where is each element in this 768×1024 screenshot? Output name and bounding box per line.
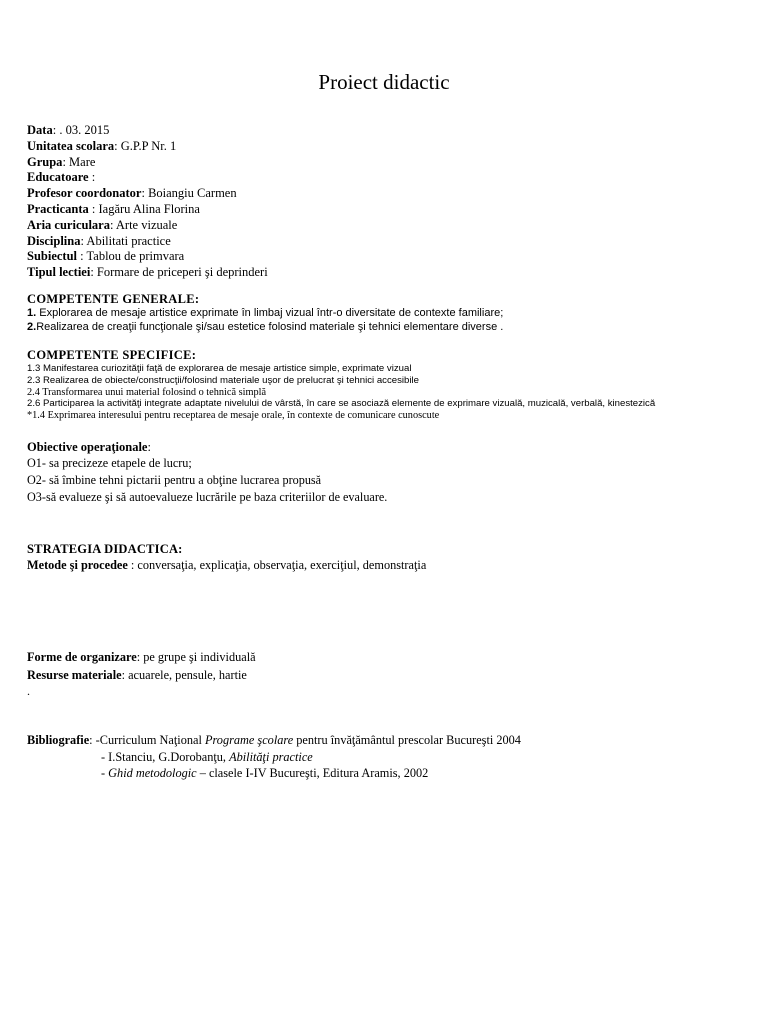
forme-label: Forme de organizare — [27, 650, 137, 664]
list-item — [27, 307, 758, 321]
info-sep: : — [62, 154, 70, 169]
item-text: Realizarea de creaţii funcţionale şi/sau estetice folosind materiale şi tehnici elementare diverse . — [36, 320, 504, 333]
info-row-subiectul — [27, 249, 758, 265]
resurse-value: : acuarele, pensule, hartie — [121, 668, 247, 682]
biblio-text: - — [101, 766, 109, 780]
info-row-disciplina — [27, 234, 758, 250]
metode-row — [27, 557, 758, 573]
info-value: Arte vizuale — [115, 217, 178, 232]
info-sep: : — [52, 123, 60, 137]
list-item: O3-să evalueze şi să autoevalueze lucrările pe baza criteriilor de evaluare. — [27, 490, 388, 504]
info-sep: : — [88, 201, 99, 216]
strategia-didactica — [27, 541, 758, 573]
info-value: G.P.P Nr. 1 — [120, 138, 177, 153]
resurse-label: Resurse materiale — [27, 668, 122, 682]
info-sep: : — [114, 138, 121, 153]
info-label: Subiectul — [27, 249, 78, 264]
info-sep: : — [90, 265, 97, 280]
info-label: Grupa — [27, 154, 63, 169]
info-row-unitatea — [27, 139, 758, 155]
info-row-educatoare — [27, 170, 758, 186]
info-row-data — [27, 123, 758, 139]
info-row-aria — [27, 218, 758, 234]
info-value: Iagăru Alina Florina — [98, 201, 200, 216]
section-heading — [27, 439, 758, 455]
info-label: Aria curiculara — [27, 217, 110, 232]
info-value: . 03. 2015 — [59, 123, 110, 137]
info-row-practicanta — [27, 202, 758, 218]
info-value: Abilitati practice — [86, 233, 171, 248]
biblio-text: - I.Stanciu, G.Dorobanţu, — [101, 749, 230, 764]
biblio-line — [27, 749, 758, 766]
info-sep: : — [141, 186, 149, 201]
info-value: Formare de priceperi şi deprinderi — [96, 265, 268, 280]
list-item: 2.4 Transformarea unui material folosind o tehnică simplă — [27, 386, 267, 398]
biblio-text: : -Curriculum Naţional — [89, 733, 205, 747]
heading-text: Obiective operaţionale — [27, 440, 148, 454]
info-sep: : — [80, 233, 87, 248]
biblio-italic: Abilităţi practice — [229, 749, 313, 764]
list-item — [27, 321, 758, 335]
metode-value: : conversaţia, explicaţia, observaţia, exerciţiul, demonstraţia — [127, 558, 427, 572]
organizare-resurse — [27, 648, 758, 698]
item-text: Explorarea de mesaje artistice exprimate în limbaj vizual într-o diversitate de contexte familiare; — [36, 307, 504, 319]
info-label: Tipul lectiei — [27, 265, 91, 280]
list-item: O2- să îmbine tehni pictarii pentru a obţine lucrarea propusă — [27, 473, 322, 487]
info-sep: : — [88, 170, 96, 185]
forme-value: : pe grupe şi individuală — [136, 650, 256, 664]
stray-dot: . — [27, 684, 30, 698]
info-label: Educatoare — [27, 170, 89, 185]
item-number: 2. — [27, 320, 37, 333]
resurse-row — [27, 666, 758, 684]
info-label: Unitatea scolara — [27, 138, 115, 153]
document-title: Proiect didactic — [318, 70, 450, 94]
competente-specifice — [27, 347, 758, 422]
section-heading: STRATEGIA DIDACTICA: — [27, 542, 183, 556]
biblio-label: Bibliografie — [27, 733, 90, 747]
info-row-tipul — [27, 265, 758, 281]
info-value: Tablou de primvara — [86, 249, 185, 264]
item-number: 1. — [27, 307, 37, 319]
list-item: O1- sa precizeze etapele de lucru; — [27, 456, 192, 470]
lesson-info — [27, 123, 758, 281]
obiective-operationale — [27, 439, 758, 506]
biblio-italic: Programe şcolare — [204, 733, 294, 747]
biblio-line — [27, 765, 758, 782]
info-label: Disciplina — [27, 233, 81, 248]
info-label: Practicanta — [27, 201, 89, 216]
info-label: Data — [27, 123, 53, 137]
metode-label: Metode şi procedee — [27, 558, 128, 572]
section-heading: COMPETENTE GENERALE: — [27, 292, 200, 306]
biblio-italic: Ghid metodologic — [108, 766, 197, 780]
competente-generale — [27, 291, 758, 334]
info-label: Profesor coordonator — [27, 186, 142, 201]
info-value: Boiangiu Carmen — [148, 186, 237, 201]
list-item: 1.3 Manifestarea curiozităţii faţă de explorarea de mesaje artistice simple, exprimate vizual — [27, 363, 412, 374]
info-sep: : — [77, 249, 87, 264]
info-row-grupa — [27, 155, 758, 171]
info-sep: : — [109, 217, 116, 232]
list-item: *1.4 Exprimarea interesului pentru receptarea de mesaje orale, în contexte de comunicare cunoscute — [27, 410, 440, 422]
section-heading: COMPETENTE SPECIFICE: — [27, 348, 197, 362]
list-item: 2.3 Realizarea de obiecte/construcţii/folosind materiale uşor de prelucrat şi tehnici accesibile — [27, 374, 419, 386]
biblio-text: pentru învăţământul prescolar Bucureşti 2004 — [293, 733, 521, 747]
bibliografie — [27, 732, 758, 782]
info-row-profesor — [27, 186, 758, 202]
info-value: Mare — [69, 154, 96, 169]
forme-row — [27, 648, 758, 666]
heading-suffix: : — [147, 440, 151, 454]
list-item: 2.6 Participarea la activităţi integrate adaptate nivelului de vârstă, în care se asociază elemente de exprimare vizuală, muzicală, verbală, kinestezică — [27, 398, 656, 410]
biblio-text: – clasele I-IV Bucureşti, Editura Aramis, 2002 — [196, 766, 429, 780]
biblio-line — [27, 732, 758, 749]
